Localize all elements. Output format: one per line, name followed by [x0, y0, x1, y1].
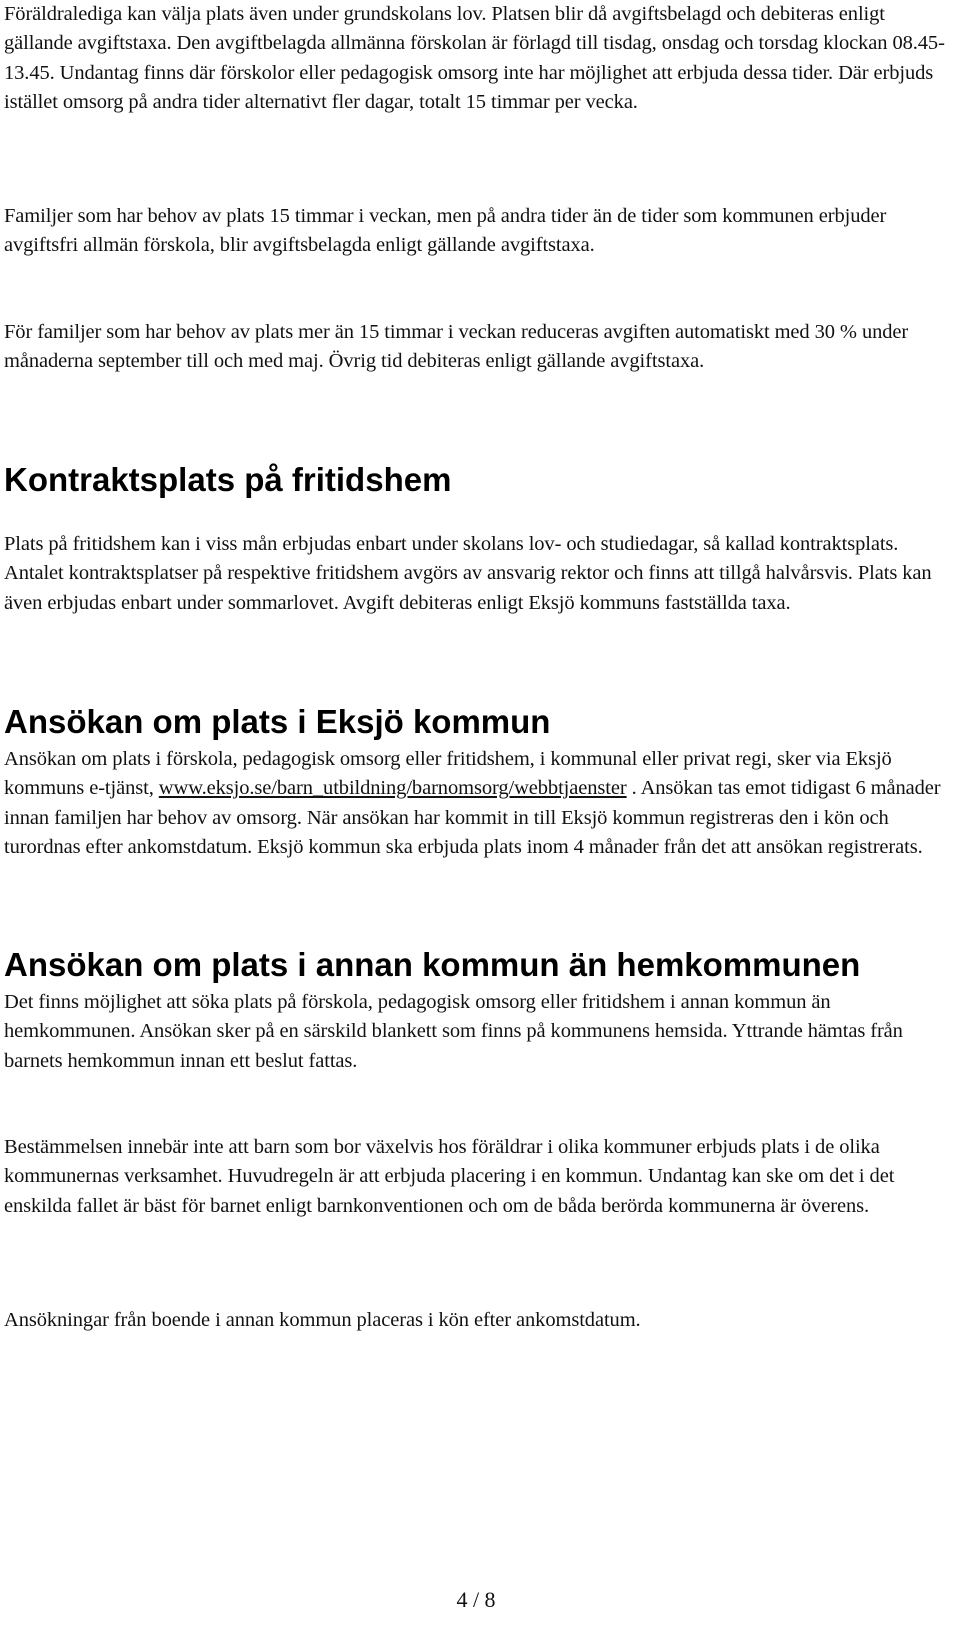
paragraph-ansokan-eksjo — [4, 745, 948, 862]
e-tjanst-link[interactable]: www.eksjo.se/barn_utbildning/barnomsorg/webbtjaenster — [158, 777, 627, 800]
paragraph-annan-kommun: Det finns möjlighet att söka plats på förskola, pedagogisk omsorg eller fritidshem i annan kommun än hemkommunen. Ansökan sker på en särskild blankett som finns på kommunens hemsida. Yttrande hämtas från barnets hemkommun innan ett beslut fattas. — [4, 991, 903, 1072]
ansokan-text-after-link: . Ansökan tas emot tidigast 6 månader innan familjen har behov av omsorg. När ansökan har kommit in till Eksjö kommun registreras den i kön och turordnas efter ankomstdatum. Eksjö kommun ska erbjuda plats inom 4 månader från det att ansökan registrerats. — [4, 777, 941, 858]
heading-kontraktsplats: Kontraktsplats på fritidshem — [4, 461, 452, 498]
paragraph-kontraktsplats: Plats på fritidshem kan i viss mån erbjudas enbart under skolans lov- och studiedagar, så kallad kontraktsplats. Antalet kontraktsplatser på respektive fritidshem avgörs av ansvarig rektor och finns att tillgå halvårsvis. Plats kan även erbjudas enbart under sommarlovet. Avgift debiteras enligt Eksjö kommuns fastställda taxa. — [4, 533, 932, 614]
heading-ansokan-annan-kommun: Ansökan om plats i annan kommun än hemkommunen — [4, 946, 861, 983]
paragraph-vaxelvis-boende: Bestämmelsen innebär inte att barn som bor växelvis hos föräldrar i olika kommuner erbjuds plats i de olika kommunernas verksamhet. Huvudregeln är att erbjuda placering i en kommun. Undantag kan ske om det i det enskilda fallet är bäst för barnet enligt barnkonventionen och om de båda berörda kommunerna är överens. — [4, 1136, 895, 1217]
heading-ansokan-eksjo: Ansökan om plats i Eksjö kommun — [4, 703, 551, 740]
page-number: 4 / 8 — [456, 1587, 496, 1612]
paragraph-avgiftsbelagd-forskola: Föräldralediga kan välja plats även under grundskolans lov. Platsen blir då avgiftsbelagd och debiteras enligt gällande avgiftstaxa. Den avgiftbelagda allmänna förskolan är förlagd till tisdag, onsdag och torsdag klockan 08.45-13.45. Undantag finns där förskolor eller pedagogisk omsorg inte har möjlighet att erbjuda dessa tider. Där erbjuds istället omsorg på andra tider alternativt fler dagar, totalt 15 timmar per vecka. — [4, 3, 945, 113]
ansokan-text-before-link: Ansökan om plats i förskola, pedagogisk omsorg eller fritidshem, i kommunal eller privat regi, sker via Eksjö kommuns e-tjänst, — [4, 748, 892, 800]
paragraph-ankomstdatum: Ansökningar från boende i annan kommun placeras i kön efter ankomstdatum. — [4, 1309, 641, 1331]
paragraph-reducerad-avgift: För familjer som har behov av plats mer än 15 timmar i veckan reduceras avgiften automatiskt med 30 % under månaderna september till och med maj. Övrig tid debiteras enligt gällande avgiftstaxa. — [4, 321, 909, 373]
paragraph-15-timmar: Familjer som har behov av plats 15 timmar i veckan, men på andra tider än de tider som kommunen erbjuder avgiftsfri allmän förskola, blir avgiftsbelagda enligt gällande avgiftstaxa. — [4, 205, 887, 257]
